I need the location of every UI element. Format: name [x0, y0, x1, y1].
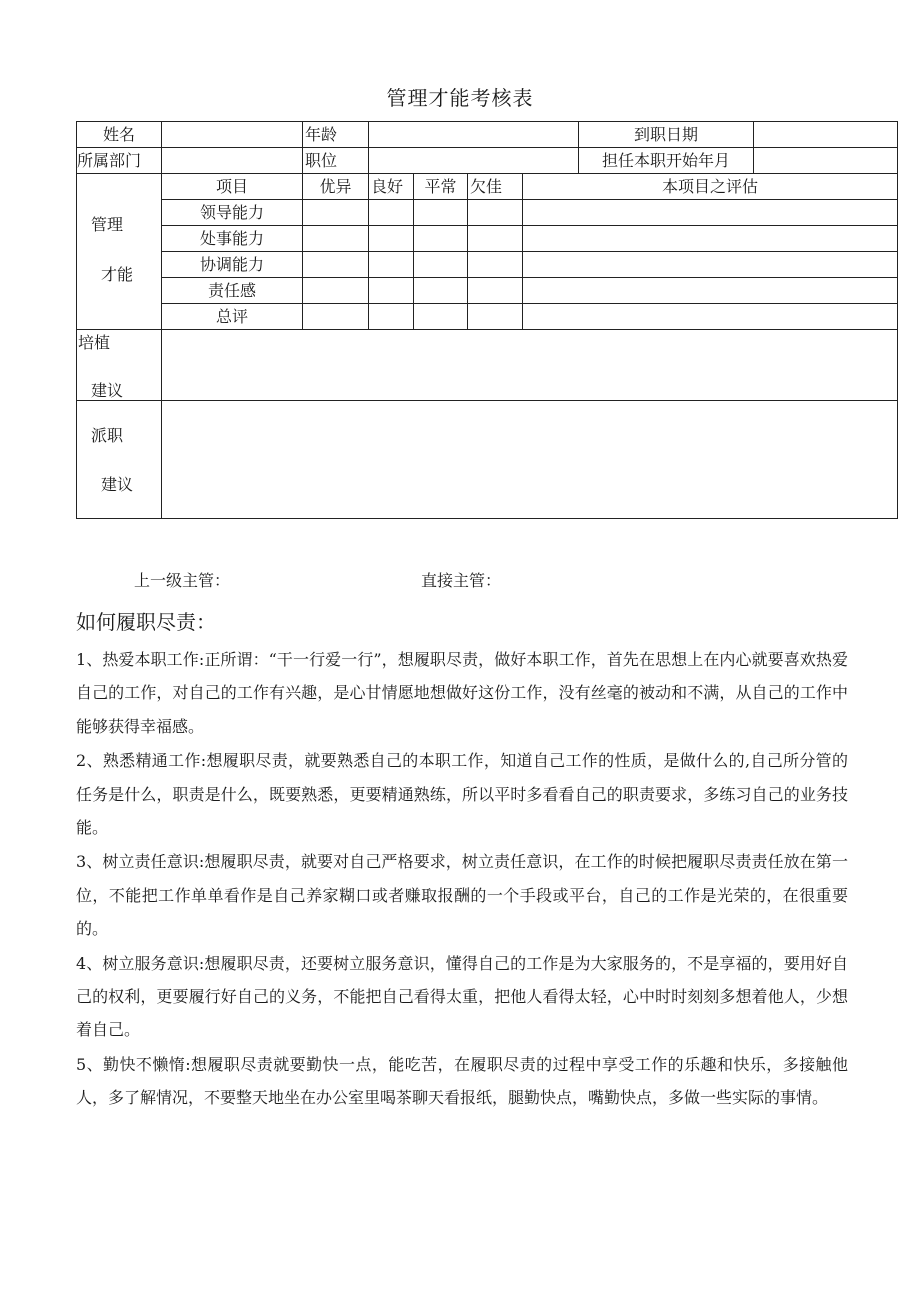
col-item-header: 项目 [162, 174, 303, 200]
position-label: 职位 [303, 148, 369, 174]
rating-assessment-cell[interactable] [523, 278, 898, 304]
mgmt-label-line1: 管理 [91, 215, 124, 234]
duty-paragraphs [76, 643, 848, 1116]
col-excellent-header: 优异 [303, 174, 369, 200]
rating-poor-cell[interactable] [468, 252, 523, 278]
rating-average-cell[interactable] [414, 200, 468, 226]
rating-average-cell[interactable] [414, 278, 468, 304]
rating-excellent-cell[interactable] [303, 252, 369, 278]
col-good-header: 良好 [369, 174, 414, 200]
rating-excellent-cell[interactable] [303, 278, 369, 304]
rating-header-row [77, 174, 898, 200]
rating-poor-cell[interactable] [468, 278, 523, 304]
col-poor-header: 欠佳 [468, 174, 523, 200]
department-label: 所属部门 [77, 148, 162, 174]
assignment-row [77, 401, 898, 519]
rating-item-label: 领导能力 [162, 200, 303, 226]
form-row-department [77, 148, 898, 174]
rating-poor-cell[interactable] [468, 200, 523, 226]
rating-item-label: 总评 [162, 304, 303, 330]
rating-good-cell[interactable] [369, 304, 414, 330]
rating-good-cell[interactable] [369, 226, 414, 252]
name-field[interactable] [162, 122, 303, 148]
training-label-line1: 培植 [78, 333, 111, 352]
assignment-label-line2: 建议 [101, 475, 134, 494]
paragraph: 2、熟悉精通工作:想履职尽责，就要熟悉自己的本职工作，知道自己工作的性质，是做什么的,自己所分管的任务是什么，职责是什么，既要熟悉，更要精通熟练，所以平时多看看自己的职责要求，多练习自己的业务技能。 [76, 751, 848, 838]
rating-average-cell[interactable] [414, 304, 468, 330]
assignment-suggestion-field[interactable] [162, 401, 898, 519]
rating-average-cell[interactable] [414, 226, 468, 252]
mgmt-label-line2: 才能 [101, 265, 134, 284]
superior-signature-label: 上一级主管： [134, 571, 231, 590]
rating-row [77, 278, 898, 304]
department-field[interactable] [162, 148, 303, 174]
rating-good-cell[interactable] [369, 200, 414, 226]
assignment-label [77, 401, 162, 519]
paragraph: 5、勤快不懒惰:想履职尽责就要勤快一点，能吃苦，在履职尽责的过程中享受工作的乐趣和快乐，多接触他人，多了解情况，不要整天地坐在办公室里喝茶聊天看报纸，腿勤快点，嘴勤快点，多做一些实际的事情。 [76, 1054, 848, 1108]
position-start-field[interactable] [754, 148, 898, 174]
rating-good-cell[interactable] [369, 252, 414, 278]
age-label: 年龄 [303, 122, 369, 148]
rating-item-label: 处事能力 [162, 226, 303, 252]
rating-row [77, 252, 898, 278]
position-field[interactable] [369, 148, 579, 174]
rating-assessment-cell[interactable] [523, 304, 898, 330]
col-assessment-header: 本项目之评估 [523, 174, 898, 200]
rating-assessment-cell[interactable] [523, 226, 898, 252]
rating-average-cell[interactable] [414, 252, 468, 278]
hire-date-field[interactable] [754, 122, 898, 148]
section-heading: 如何履职尽责： [76, 610, 216, 634]
assessment-form-table [76, 121, 898, 519]
rating-item-label: 责任感 [162, 278, 303, 304]
assignment-label-line1: 派职 [91, 426, 124, 445]
paragraph: 1、热爱本职工作:正所谓：“干一行爱一行”，想履职尽责，做好本职工作，首先在思想上在内心就要喜欢热爱自己的工作，对自己的工作有兴趣，是心甘情愿地想做好这份工作，没有丝毫的被动和不满，从自己的工作中能够获得幸福感。 [76, 650, 848, 736]
position-start-label: 担任本职开始年月 [579, 148, 754, 174]
rating-good-cell[interactable] [369, 278, 414, 304]
rating-poor-cell[interactable] [468, 304, 523, 330]
name-label: 姓名 [77, 122, 162, 148]
form-row-name [77, 122, 898, 148]
training-label [77, 330, 162, 401]
rating-poor-cell[interactable] [468, 226, 523, 252]
age-field[interactable] [369, 122, 579, 148]
rating-item-label: 协调能力 [162, 252, 303, 278]
paragraph: 3、树立责任意识:想履职尽责，就要对自己严格要求，树立责任意识，在工作的时候把履职尽责责任放在第一位，不能把工作单单看作是自己养家糊口或者赚取报酬的一个手段或平台，自己的工作是光荣的，在很重要的。 [76, 852, 848, 939]
page-title: 管理才能考核表 [386, 86, 534, 110]
rating-excellent-cell[interactable] [303, 200, 369, 226]
mgmt-ability-label [77, 174, 162, 330]
paragraph: 4、树立服务意识:想履职尽责，还要树立服务意识，懂得自己的工作是为大家服务的，不是享福的，要用好自己的权利，更要履行好自己的义务，不能把自己看得太重，把他人看得太轻，心中时时刻刻多想着他人，少想着自己。 [76, 953, 848, 1040]
direct-supervisor-signature-label: 直接主管： [421, 571, 502, 590]
training-suggestion-field[interactable] [162, 330, 898, 401]
rating-excellent-cell[interactable] [303, 226, 369, 252]
rating-row [77, 200, 898, 226]
col-average-header: 平常 [414, 174, 468, 200]
training-label-line2: 建议 [91, 381, 124, 400]
training-row [77, 330, 898, 401]
hire-date-label: 到职日期 [579, 122, 754, 148]
rating-assessment-cell[interactable] [523, 252, 898, 278]
rating-row [77, 304, 898, 330]
rating-row [77, 226, 898, 252]
rating-excellent-cell[interactable] [303, 304, 369, 330]
rating-assessment-cell[interactable] [523, 200, 898, 226]
